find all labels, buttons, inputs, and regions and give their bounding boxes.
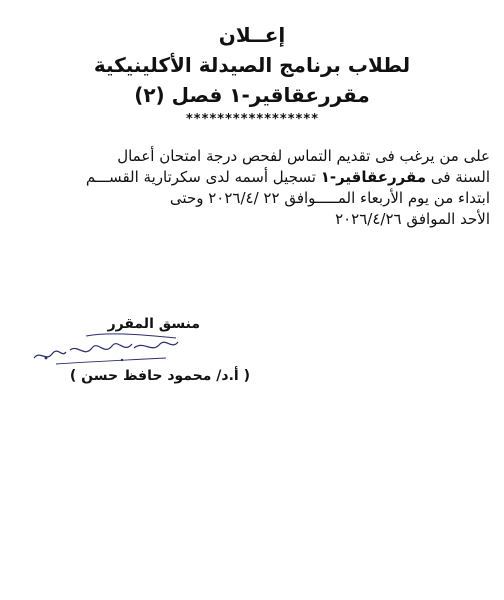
body-course-name: مقررعقاقير-١: [320, 168, 427, 186]
body-line-2-suffix: تسجيل أسمه لدى سكرتارية القســـم: [85, 168, 321, 186]
coordinator-title: منسق المقرر: [107, 316, 200, 332]
body-line-1: على من يرغب فى تقديم التماس لفحص درجة امتحان أعمال: [117, 147, 490, 165]
body-line-2-prefix: السنة فى: [426, 168, 490, 186]
course-line: مقررعقاقير-١ فصل (٢): [134, 83, 370, 107]
body-line-2: [10, 167, 490, 188]
announcement-header: [0, 20, 504, 128]
body-line-3: ابتداء من يوم الأربعاء المـــــوافق ٢٢ /٢٠٢٦/٤ وحتى: [169, 189, 490, 207]
handwritten-signature: [26, 328, 206, 368]
body-line-4: الأحد الموافق ٢٠٢٦/٤/٢٦: [335, 210, 490, 228]
signer-name: ( أ.د/ محمود حافظ حسن ): [69, 368, 250, 384]
announcement-heading: إعــلان: [218, 23, 286, 47]
separator-stars: *****************: [185, 112, 319, 127]
audience-line: لطلاب برنامج الصيدلة الأكلينيكية: [93, 53, 411, 77]
announcement-body: [10, 146, 490, 230]
